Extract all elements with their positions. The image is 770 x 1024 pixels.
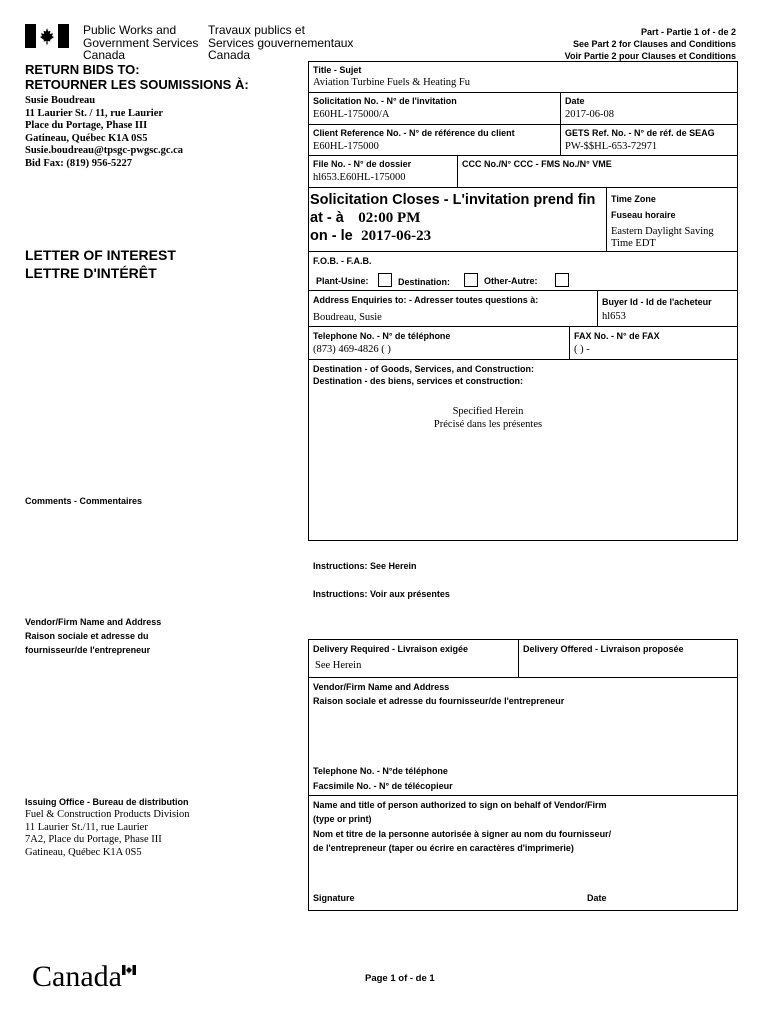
authorized-name-label: Name and title of person authorized to sign on behalf of Vendor/Firm [313, 800, 607, 810]
comments-label: Comments - Commentaires [25, 496, 143, 506]
page-number: Page 1 of - de 1 [365, 973, 435, 984]
issuing-office-line: Fuel & Construction Products Division [25, 809, 190, 820]
see-part-en: See Part 2 for Clauses and Conditions [572, 39, 736, 49]
return-address-line: Gatineau, Québec K1A 0S5 [25, 132, 148, 144]
plant-label: Plant-Usine: [316, 276, 369, 286]
instructions-en: Instructions: See Herein [313, 561, 417, 571]
address-enquiries-label: Address Enquiries to: - Adresser toutes questions à: [313, 295, 539, 305]
form-divider-v [597, 290, 598, 326]
vendor-telephone-label: Telephone No. - N°de téléphone [313, 766, 448, 776]
solicitation-label: Solicitation No. - N° de l'invitation [313, 96, 457, 106]
buyer-id-value: hl653 [602, 311, 626, 322]
form-divider [308, 187, 738, 188]
time-zone-value: Eastern Daylight Saving [611, 226, 714, 237]
form-divider [308, 290, 738, 291]
letter-of-interest [25, 246, 176, 282]
other-checkbox[interactable] [555, 273, 569, 287]
dept-fr-line: Services gouvernementaux [208, 35, 354, 50]
file-value: hl653.E60HL-175000 [313, 172, 406, 183]
destination-goods-en: Destination - of Goods, Services, and Construction: [313, 364, 535, 374]
delivery-offered-label: Delivery Offered - Livraison proposée [523, 644, 684, 654]
fax-value: ( ) - [574, 344, 590, 355]
form-divider-v [569, 326, 570, 359]
issuing-office-label: Issuing Office - Bureau de distribution [25, 797, 189, 807]
specified-herein-en: Specified Herein [452, 406, 524, 417]
closes-label: Solicitation Closes - L'invitation prend fin [310, 192, 596, 208]
authorized-name-label: de l'entrepreneur (taper ou écrire en caractères d'imprimerie) [313, 843, 574, 853]
solicitation-value: E60HL-175000/A [313, 109, 390, 120]
form-divider [308, 124, 738, 125]
form-divider [308, 155, 738, 156]
gets-value: PW-$$HL-653-72971 [565, 141, 658, 152]
vendor-left-label [25, 615, 161, 657]
vendor-name-label-en: Vendor/Firm Name and Address [313, 682, 450, 692]
dept-fr-line: Travaux publics et [208, 23, 305, 37]
on-value: 2017-06-23 [361, 228, 432, 244]
delivery-required-label: Delivery Required - Livraison exigée [313, 644, 469, 654]
date-value: 2017-06-08 [565, 109, 614, 120]
solicitation-closes [310, 191, 606, 245]
date-label: Date [565, 96, 585, 106]
issuing-office [25, 795, 190, 859]
issuing-office-line: 7A2, Place du Portage, Phase III [25, 834, 162, 845]
destination-label: Destination: [398, 277, 451, 287]
return-address-line: 11 Laurier St. / 11, rue Laurier [25, 107, 164, 119]
telephone-label: Telephone No. - N° de téléphone [313, 331, 451, 341]
specified-herein-fr: Précisé dans les présentes [433, 419, 543, 430]
see-part-fr: Voir Partie 2 pour Clauses et Conditions [564, 51, 736, 61]
dept-en-line: Public Works and [83, 23, 177, 37]
vendor-left-line: fournisseur/de l'entrepreneur [25, 645, 151, 655]
time-zone-value: Time EDT [611, 238, 656, 249]
return-email: Susie.boudreau@tpsgc-pwgsc.gc.ca [25, 145, 184, 156]
issuing-office-line: 11 Laurier St./11, rue Laurier [25, 821, 148, 833]
return-bids-block [25, 62, 249, 170]
time-zone-label-fr: Fuseau horaire [611, 210, 676, 220]
authorized-name-label: (type or print) [313, 814, 372, 824]
canada-flag-icon [25, 24, 69, 53]
form-divider-v [518, 639, 519, 677]
address-enquiries-value: Boudreau, Susie [313, 312, 382, 323]
form-divider [308, 326, 738, 327]
return-address-line: Susie Boudreau [25, 95, 96, 106]
wordmark-flag-icon [122, 962, 136, 980]
buyer-id-label: Buyer Id - Id de l'acheteur [602, 297, 712, 307]
department-name-en [83, 24, 198, 62]
fob-label: F.O.B. - F.A.B. [313, 256, 372, 266]
vendor-left-line: Vendor/Firm Name and Address [25, 617, 162, 627]
return-address-line: Place du Portage, Phase III [25, 120, 148, 131]
delivery-required-value: See Herein [315, 660, 362, 671]
at-label: at - à [310, 210, 344, 226]
canada-wordmark-logo [32, 960, 122, 994]
time-zone-label-en: Time Zone [611, 194, 656, 204]
destination-goods-fr: Destination - des biens, services et construction: [313, 376, 524, 386]
form-divider [308, 251, 738, 252]
part-number: Part - Partie 1 of - de 2 [640, 27, 736, 37]
destination-checkbox[interactable] [464, 273, 478, 287]
fax-label: FAX No. - N° de FAX [574, 331, 660, 341]
vendor-left-line: Raison sociale et adresse du [25, 631, 149, 641]
file-label: File No. - N° de dossier [313, 159, 412, 169]
issuing-office-line: Gatineau, Québec K1A 0S5 [25, 846, 142, 858]
part-info [565, 26, 736, 62]
dept-fr-line: Canada [208, 48, 251, 62]
form-divider-v [560, 92, 561, 155]
instructions-fr: Instructions: Voir aux présentes [313, 589, 450, 599]
form-divider [308, 92, 738, 93]
form-divider [308, 359, 738, 360]
client-ref-label: Client Reference No. - N° de référence du client [313, 128, 515, 138]
vendor-fax-label: Facsimile No. - N° de télécopieur [313, 781, 453, 791]
dept-en-line: Government Services [83, 35, 199, 50]
ccc-label: CCC No./N° CCC - FMS No./N° VME [462, 159, 612, 169]
client-ref-value: E60HL-175000 [313, 141, 379, 152]
other-label: Other-Autre: [484, 276, 538, 286]
authorized-name-field[interactable] [312, 858, 732, 886]
plant-checkbox[interactable] [378, 273, 392, 287]
letter-title-fr: LETTRE D'INTÉRÊT [25, 265, 157, 281]
form-divider-v [606, 187, 607, 251]
return-fax: Bid Fax: (819) 956-5227 [25, 157, 133, 169]
form-divider [308, 795, 738, 796]
dept-en-line: Canada [83, 48, 126, 62]
signature-label: Signature [313, 893, 355, 903]
signature-date-label: Date [587, 893, 607, 903]
form-divider-v [457, 155, 458, 187]
vendor-name-label-fr: Raison sociale et adresse du fournisseur/de l'entrepreneur [313, 696, 565, 706]
return-bids-title-en: RETURN BIDS TO: [25, 62, 140, 77]
canada-wordmark-text: Canada [32, 960, 122, 993]
authorized-name-label: Nom et titre de la personne autorisée à signer au nom du fournisseur/ [313, 829, 612, 839]
title-label: Title - Sujet [313, 65, 362, 75]
return-bids-title-fr: RETOURNER LES SOUMISSIONS À: [25, 77, 249, 92]
title-value: Aviation Turbine Fuels & Heating Fu [313, 77, 471, 88]
gets-label: GETS Ref. No. - N° de réf. de SEAG [565, 128, 715, 138]
department-name-fr [208, 24, 353, 62]
at-value: 02:00 PM [358, 210, 421, 226]
letter-title-en: LETTER OF INTEREST [25, 247, 176, 263]
form-divider [308, 677, 738, 678]
vendor-name-field[interactable] [312, 710, 732, 762]
telephone-value: (873) 469-4826 ( ) [313, 344, 391, 355]
on-label: on - le [310, 228, 353, 244]
